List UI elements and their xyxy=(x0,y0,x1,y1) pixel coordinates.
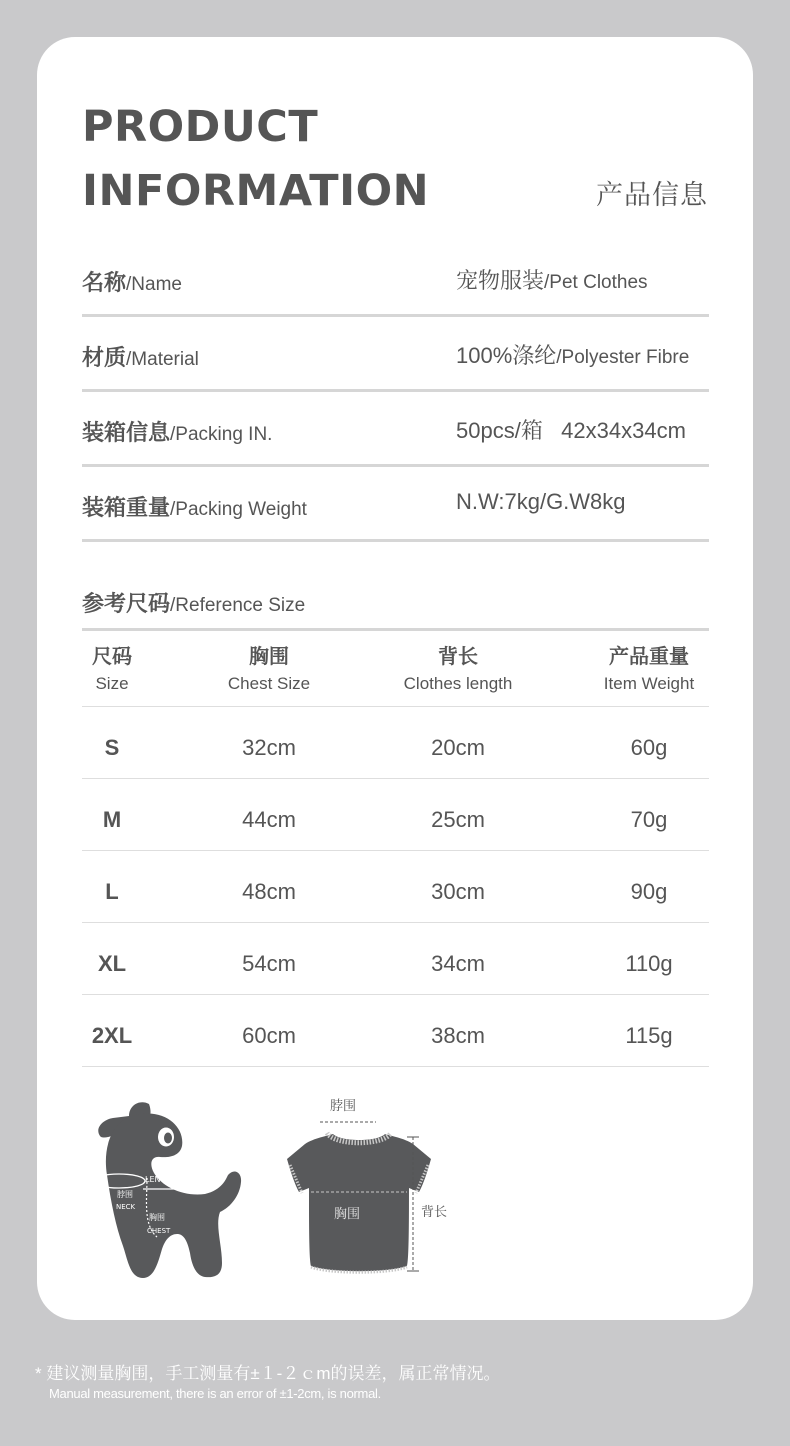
shirt-chest-label: 胸围 xyxy=(334,1207,361,1222)
cell-weight: 70g xyxy=(630,807,668,832)
dog-chest-label: 胸围 xyxy=(149,1213,165,1222)
info-value-cn: 50pcs/箱 42x34x34cm xyxy=(456,418,686,443)
cell-chest: 32cm xyxy=(242,735,296,760)
cell-length: 30cm xyxy=(431,879,485,904)
footnote-en: Manual measurement, there is an error of ±1-2cm, is normal. xyxy=(49,1386,381,1401)
cell-length: 38cm xyxy=(431,1023,485,1048)
info-value-en: /Polyester Fibre xyxy=(556,347,690,368)
dog-neck-en-label: NECK xyxy=(116,1203,136,1211)
info-value-cn: 100%涤纶 xyxy=(456,343,557,368)
info-value-cn: N.W:7kg/G.W8kg xyxy=(456,489,626,514)
dog-chest-en-label: CHEST xyxy=(147,1227,171,1235)
cell-length: 20cm xyxy=(431,735,485,760)
cell-size: S xyxy=(104,735,120,760)
cell-chest: 54cm xyxy=(242,951,296,976)
header-cn: 胸围 xyxy=(249,646,289,668)
cell-length: 25cm xyxy=(431,807,485,832)
cell-size: 2XL xyxy=(91,1023,133,1048)
header-cn: 尺码 xyxy=(92,646,132,668)
reference-heading-en: /Reference Size xyxy=(170,595,306,616)
cell-chest: 48cm xyxy=(242,879,296,904)
info-label-en: /Packing Weight xyxy=(170,499,307,520)
measurement-illustration xyxy=(37,37,753,1320)
cell-weight: 110g xyxy=(625,951,673,976)
info-value-en: /Pet Clothes xyxy=(544,272,648,293)
info-label-cn: 名称 xyxy=(82,270,127,295)
cell-size: XL xyxy=(97,951,127,976)
header-en: Size xyxy=(95,674,129,693)
info-label-cn: 装箱信息 xyxy=(82,420,171,445)
cell-weight: 115g xyxy=(625,1023,673,1048)
footnote-cn: * 建议测量胸围，手工测量有±１-２ｃm的误差，属正常情况。 xyxy=(35,1364,501,1383)
header-en: Item Weight xyxy=(603,674,695,693)
cell-chest: 44cm xyxy=(242,807,296,832)
header-cn: 背长 xyxy=(438,646,478,668)
header-en: Clothes length xyxy=(403,674,513,693)
product-info-card xyxy=(37,37,753,1320)
cell-length: 34cm xyxy=(431,951,485,976)
dog-neck-label: 脖围 xyxy=(117,1190,133,1199)
shirt-neck-label: 脖围 xyxy=(330,1099,357,1114)
info-label-en: /Material xyxy=(126,349,199,370)
info-label-en: /Name xyxy=(126,274,182,295)
info-value-cn: 宠物服装 xyxy=(456,268,545,293)
dog-icon xyxy=(93,1102,241,1278)
shirt-length-label: 背长 xyxy=(421,1205,448,1220)
cell-weight: 60g xyxy=(630,735,668,760)
reference-heading-cn: 参考尺码 xyxy=(82,591,171,616)
cell-size: L xyxy=(105,879,119,904)
cell-chest: 60cm xyxy=(242,1023,296,1048)
info-label-cn: 材质 xyxy=(82,345,127,370)
info-label-cn: 装箱重量 xyxy=(82,495,171,520)
title-line-2: INFORMATION xyxy=(82,166,430,216)
cell-weight: 90g xyxy=(630,879,668,904)
title-line-1: PRODUCT xyxy=(82,102,319,152)
header-en: Chest Size xyxy=(227,674,311,693)
header-cn: 产品重量 xyxy=(609,646,689,668)
dog-length-label: LENGTH背长 xyxy=(145,1175,194,1184)
shirt-icon xyxy=(287,1098,447,1272)
info-label-en: /Packing IN. xyxy=(170,424,273,445)
cell-size: M xyxy=(102,807,122,832)
page-title-cn: 产品信息 xyxy=(596,180,708,210)
